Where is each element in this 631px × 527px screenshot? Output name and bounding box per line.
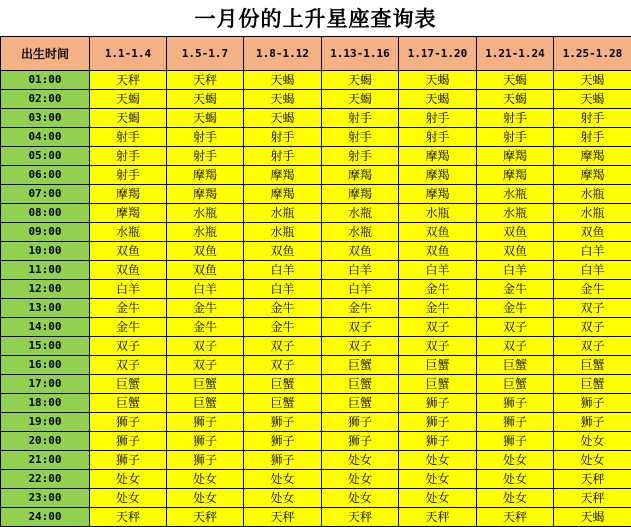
rising-sign-cell: 巨蟹	[167, 375, 244, 394]
column-header-date-range: 1.21-1.24	[477, 37, 554, 71]
rising-sign-cell: 巨蟹	[399, 375, 477, 394]
rising-sign-cell: 天秤	[322, 508, 399, 527]
rising-sign-cell: 处女	[477, 451, 554, 470]
rising-sign-cell: 射手	[554, 128, 631, 147]
rising-sign-cell: 双鱼	[244, 242, 322, 261]
rising-sign-cell: 水瓶	[90, 223, 167, 242]
table-row	[1, 166, 631, 185]
rising-sign-cell: 天蝎	[477, 90, 554, 109]
table-row	[1, 90, 631, 109]
rising-sign-cell: 天蝎	[244, 71, 322, 90]
rising-sign-cell: 处女	[477, 489, 554, 508]
rising-sign-cell: 水瓶	[167, 223, 244, 242]
table-row	[1, 356, 631, 375]
rising-sign-cell: 巨蟹	[322, 394, 399, 413]
birth-time-cell: 07:00	[1, 185, 90, 204]
rising-sign-cell: 射手	[244, 128, 322, 147]
birth-time-cell: 23:00	[1, 489, 90, 508]
rising-sign-cell: 天秤	[554, 470, 631, 489]
table-row	[1, 71, 631, 90]
rising-sign-cell: 摩羯	[167, 185, 244, 204]
rising-sign-cell: 天蝎	[167, 90, 244, 109]
rising-sign-cell: 射手	[90, 166, 167, 185]
rising-sign-cell: 处女	[90, 470, 167, 489]
rising-sign-cell: 射手	[399, 109, 477, 128]
birth-time-cell: 21:00	[1, 451, 90, 470]
rising-sign-cell: 天秤	[399, 508, 477, 527]
table-row	[1, 242, 631, 261]
rising-sign-cell: 射手	[554, 109, 631, 128]
rising-sign-cell: 摩羯	[90, 204, 167, 223]
birth-time-cell: 08:00	[1, 204, 90, 223]
rising-sign-cell: 狮子	[244, 451, 322, 470]
rising-sign-cell: 天蝎	[244, 109, 322, 128]
table-row	[1, 413, 631, 432]
rising-sign-cell: 摩羯	[477, 147, 554, 166]
rising-sign-cell: 射手	[477, 109, 554, 128]
rising-sign-cell: 摩羯	[90, 185, 167, 204]
rising-sign-cell: 白羊	[244, 261, 322, 280]
birth-time-cell: 16:00	[1, 356, 90, 375]
birth-time-cell: 22:00	[1, 470, 90, 489]
rising-sign-cell: 水瓶	[244, 223, 322, 242]
rising-sign-cell: 狮子	[90, 451, 167, 470]
rising-sign-cell: 处女	[399, 489, 477, 508]
rising-sign-cell: 狮子	[477, 413, 554, 432]
rising-sign-cell: 处女	[477, 470, 554, 489]
rising-sign-cell: 狮子	[399, 432, 477, 451]
rising-sign-cell: 巨蟹	[167, 394, 244, 413]
rising-sign-cell: 天蝎	[322, 90, 399, 109]
rising-sign-cell: 金牛	[477, 299, 554, 318]
rising-sign-cell: 狮子	[90, 413, 167, 432]
rising-sign-cell: 摩羯	[244, 166, 322, 185]
rising-sign-cell: 狮子	[554, 394, 631, 413]
table-row	[1, 128, 631, 147]
rising-sign-cell: 天蝎	[554, 90, 631, 109]
rising-sign-cell: 狮子	[167, 413, 244, 432]
rising-sign-cell: 处女	[322, 489, 399, 508]
rising-sign-cell: 狮子	[477, 394, 554, 413]
rising-sign-cell: 处女	[322, 470, 399, 489]
rising-sign-cell: 双鱼	[90, 261, 167, 280]
rising-sign-cell: 狮子	[244, 432, 322, 451]
rising-sign-cell: 水瓶	[322, 223, 399, 242]
rising-sign-cell: 金牛	[477, 280, 554, 299]
rising-sign-cell: 金牛	[167, 318, 244, 337]
rising-sign-cell: 金牛	[554, 280, 631, 299]
table-row	[1, 299, 631, 318]
rising-sign-cell: 双子	[167, 337, 244, 356]
rising-sign-cell: 双子	[244, 337, 322, 356]
rising-sign-cell: 巨蟹	[322, 375, 399, 394]
rising-sign-cell: 射手	[167, 128, 244, 147]
rising-sign-cell: 双子	[90, 337, 167, 356]
rising-sign-cell: 狮子	[477, 432, 554, 451]
rising-sign-cell: 射手	[167, 147, 244, 166]
rising-sign-cell: 水瓶	[477, 185, 554, 204]
rising-sign-cell: 狮子	[167, 451, 244, 470]
rising-sign-cell: 巨蟹	[244, 394, 322, 413]
table-row	[1, 451, 631, 470]
rising-sign-cell: 白羊	[90, 280, 167, 299]
rising-sign-cell: 天蝎	[399, 90, 477, 109]
rising-sign-cell: 双子	[322, 318, 399, 337]
rising-sign-cell: 金牛	[90, 318, 167, 337]
birth-time-cell: 20:00	[1, 432, 90, 451]
rising-sign-cell: 双子	[399, 337, 477, 356]
rising-sign-cell: 金牛	[90, 299, 167, 318]
rising-sign-cell: 射手	[477, 128, 554, 147]
rising-sign-cell: 双子	[477, 337, 554, 356]
rising-sign-cell: 天蝎	[90, 90, 167, 109]
birth-time-cell: 13:00	[1, 299, 90, 318]
table-body	[1, 71, 631, 527]
rising-sign-cell: 摩羯	[477, 166, 554, 185]
rising-sign-cell: 白羊	[554, 242, 631, 261]
rising-sign-cell: 摩羯	[399, 166, 477, 185]
birth-time-cell: 06:00	[1, 166, 90, 185]
rising-sign-cell: 天蝎	[399, 71, 477, 90]
table-row	[1, 223, 631, 242]
column-header-date-range: 1.25-1.28	[554, 37, 631, 71]
rising-sign-cell: 巨蟹	[554, 375, 631, 394]
rising-sign-cell: 双子	[244, 356, 322, 375]
rising-sign-cell: 射手	[399, 128, 477, 147]
table-row	[1, 508, 631, 527]
rising-sign-cell: 水瓶	[167, 204, 244, 223]
rising-sign-cell: 射手	[90, 128, 167, 147]
rising-sign-cell: 处女	[167, 489, 244, 508]
rising-sign-cell: 水瓶	[399, 204, 477, 223]
table-row	[1, 337, 631, 356]
rising-sign-cell: 巨蟹	[477, 356, 554, 375]
rising-sign-cell: 处女	[554, 451, 631, 470]
table-row	[1, 432, 631, 451]
rising-sign-cell: 双子	[554, 299, 631, 318]
rising-sign-cell: 双鱼	[90, 242, 167, 261]
rising-sign-cell: 金牛	[244, 318, 322, 337]
rising-sign-cell: 摩羯	[554, 147, 631, 166]
rising-sign-cell: 金牛	[399, 280, 477, 299]
rising-sign-cell: 双鱼	[477, 242, 554, 261]
rising-sign-cell: 天秤	[167, 508, 244, 527]
table-row	[1, 394, 631, 413]
rising-sign-cell: 巨蟹	[244, 375, 322, 394]
rising-sign-cell: 处女	[554, 432, 631, 451]
birth-time-cell: 02:00	[1, 90, 90, 109]
birth-time-cell: 24:00	[1, 508, 90, 527]
rising-sign-cell: 双鱼	[399, 242, 477, 261]
rising-sign-cell: 天蝎	[90, 109, 167, 128]
rising-sign-cell: 白羊	[399, 261, 477, 280]
rising-sign-cell: 双鱼	[167, 261, 244, 280]
rising-sign-cell: 天秤	[90, 508, 167, 527]
rising-sign-cell: 金牛	[399, 299, 477, 318]
rising-sign-cell: 摩羯	[399, 185, 477, 204]
rising-sign-cell: 双鱼	[322, 242, 399, 261]
birth-time-cell: 15:00	[1, 337, 90, 356]
rising-sign-cell: 水瓶	[322, 204, 399, 223]
table-row	[1, 489, 631, 508]
table-row	[1, 185, 631, 204]
rising-sign-cell: 天蝎	[554, 508, 631, 527]
table-row	[1, 109, 631, 128]
birth-time-cell: 11:00	[1, 261, 90, 280]
rising-sign-cell: 白羊	[167, 280, 244, 299]
rising-sign-cell: 水瓶	[244, 204, 322, 223]
table-row	[1, 318, 631, 337]
rising-sign-cell: 狮子	[554, 413, 631, 432]
table-row	[1, 147, 631, 166]
rising-sign-cell: 巨蟹	[90, 375, 167, 394]
rising-sign-cell: 射手	[322, 147, 399, 166]
rising-sign-cell: 摩羯	[167, 166, 244, 185]
rising-sign-cell: 双子	[554, 337, 631, 356]
rising-sign-cell: 双鱼	[477, 223, 554, 242]
rising-sign-cell: 金牛	[167, 299, 244, 318]
rising-sign-cell: 双鱼	[399, 223, 477, 242]
rising-sign-cell: 天秤	[90, 71, 167, 90]
column-header-date-range: 1.8-1.12	[244, 37, 322, 71]
rising-sign-cell: 天秤	[167, 71, 244, 90]
rising-sign-cell: 天蝎	[322, 71, 399, 90]
column-header-date-range: 1.5-1.7	[167, 37, 244, 71]
rising-sign-table	[0, 36, 631, 527]
rising-sign-cell: 巨蟹	[477, 375, 554, 394]
rising-sign-cell: 水瓶	[554, 185, 631, 204]
table-row	[1, 375, 631, 394]
rising-sign-cell: 处女	[399, 470, 477, 489]
rising-sign-cell: 双子	[477, 318, 554, 337]
rising-sign-cell: 双子	[399, 318, 477, 337]
rising-sign-cell: 水瓶	[477, 204, 554, 223]
rising-sign-cell: 天秤	[244, 508, 322, 527]
rising-sign-cell: 白羊	[244, 280, 322, 299]
rising-sign-cell: 狮子	[399, 413, 477, 432]
rising-sign-cell: 白羊	[554, 261, 631, 280]
rising-sign-cell: 巨蟹	[90, 394, 167, 413]
table-row	[1, 280, 631, 299]
rising-sign-cell: 天秤	[554, 489, 631, 508]
rising-sign-cell: 射手	[322, 128, 399, 147]
rising-sign-cell: 射手	[322, 109, 399, 128]
birth-time-cell: 12:00	[1, 280, 90, 299]
rising-sign-cell: 处女	[322, 451, 399, 470]
column-header-date-range: 1.17-1.20	[399, 37, 477, 71]
rising-sign-cell: 处女	[244, 470, 322, 489]
rising-sign-cell: 天蝎	[554, 71, 631, 90]
rising-sign-cell: 狮子	[167, 432, 244, 451]
rising-sign-cell: 摩羯	[322, 185, 399, 204]
table-row	[1, 470, 631, 489]
rising-sign-cell: 金牛	[322, 299, 399, 318]
birth-time-cell: 18:00	[1, 394, 90, 413]
column-header-date-range: 1.1-1.4	[90, 37, 167, 71]
table-row	[1, 261, 631, 280]
birth-time-cell: 10:00	[1, 242, 90, 261]
rising-sign-cell: 天蝎	[167, 109, 244, 128]
rising-sign-cell: 处女	[399, 451, 477, 470]
rising-sign-cell: 狮子	[322, 413, 399, 432]
birth-time-cell: 14:00	[1, 318, 90, 337]
rising-sign-cell: 白羊	[322, 261, 399, 280]
rising-sign-cell: 水瓶	[554, 204, 631, 223]
rising-sign-cell: 射手	[90, 147, 167, 166]
rising-sign-cell: 巨蟹	[322, 356, 399, 375]
rising-sign-cell: 巨蟹	[554, 356, 631, 375]
rising-sign-cell: 摩羯	[322, 166, 399, 185]
rising-sign-cell: 狮子	[399, 394, 477, 413]
rising-sign-cell: 白羊	[322, 280, 399, 299]
birth-time-cell: 09:00	[1, 223, 90, 242]
rising-sign-cell: 巨蟹	[399, 356, 477, 375]
rising-sign-cell: 天蝎	[477, 71, 554, 90]
rising-sign-cell: 金牛	[244, 299, 322, 318]
rising-sign-cell: 处女	[244, 489, 322, 508]
birth-time-cell: 04:00	[1, 128, 90, 147]
rising-sign-cell: 天蝎	[244, 90, 322, 109]
rising-sign-cell: 射手	[244, 147, 322, 166]
rising-sign-cell: 双子	[167, 356, 244, 375]
rising-sign-cell: 白羊	[477, 261, 554, 280]
column-header-date-range: 1.13-1.16	[322, 37, 399, 71]
rising-sign-cell: 摩羯	[399, 147, 477, 166]
rising-sign-cell: 狮子	[90, 432, 167, 451]
column-header-birth-time: 出生时间	[1, 37, 90, 71]
birth-time-cell: 17:00	[1, 375, 90, 394]
rising-sign-cell: 摩羯	[244, 185, 322, 204]
rising-sign-cell: 天秤	[477, 508, 554, 527]
birth-time-cell: 03:00	[1, 109, 90, 128]
rising-sign-cell: 摩羯	[554, 166, 631, 185]
birth-time-cell: 19:00	[1, 413, 90, 432]
rising-sign-cell: 双鱼	[554, 223, 631, 242]
rising-sign-cell: 处女	[167, 470, 244, 489]
rising-sign-cell: 双子	[554, 318, 631, 337]
rising-sign-cell: 双鱼	[167, 242, 244, 261]
birth-time-cell: 01:00	[1, 71, 90, 90]
page-title: 一月份的上升星座查询表	[0, 0, 631, 36]
rising-sign-cell: 双子	[322, 337, 399, 356]
rising-sign-cell: 处女	[90, 489, 167, 508]
rising-sign-cell: 狮子	[244, 413, 322, 432]
birth-time-cell: 05:00	[1, 147, 90, 166]
table-row	[1, 204, 631, 223]
rising-sign-cell: 狮子	[322, 432, 399, 451]
rising-sign-cell: 双子	[90, 356, 167, 375]
table-header-row	[1, 37, 631, 71]
